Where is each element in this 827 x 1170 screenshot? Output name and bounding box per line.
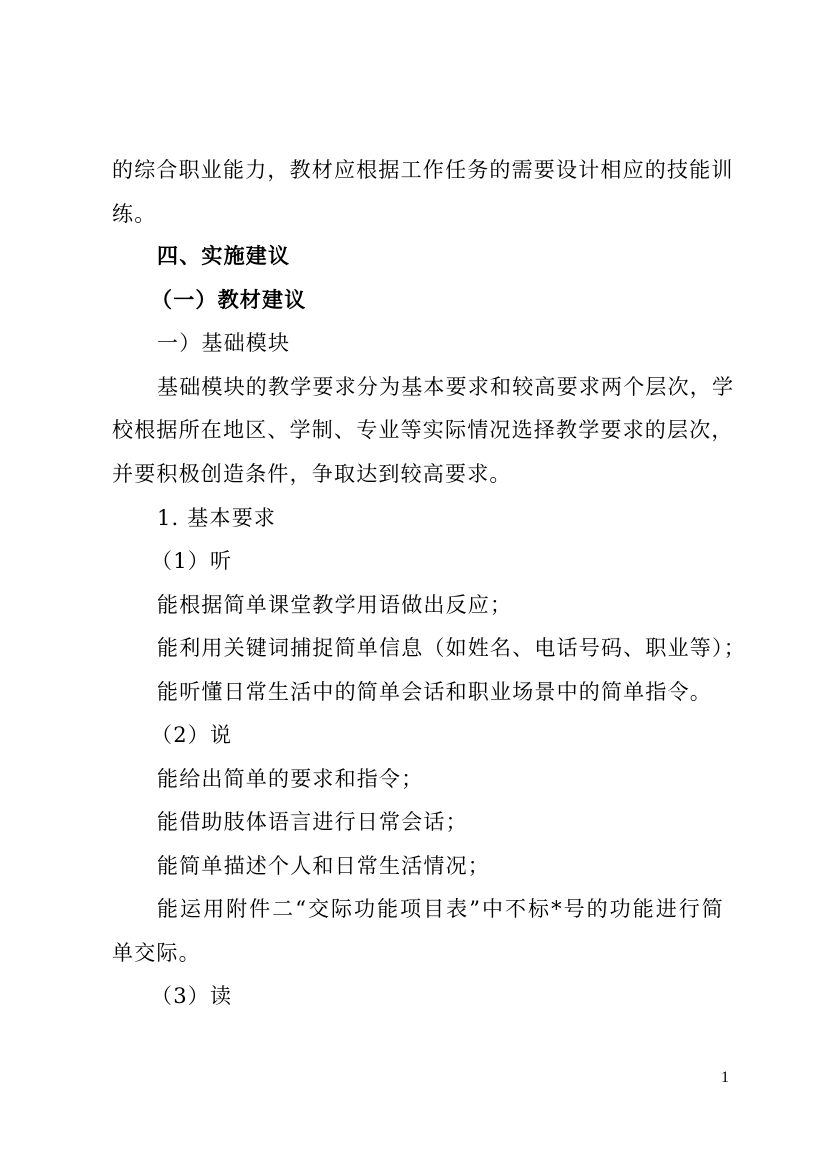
subsection-heading: （一）教材建议 bbox=[151, 287, 307, 312]
requirement-item: 单交际。 bbox=[112, 941, 201, 965]
requirement-item: 能给出简单的要求和指令； bbox=[157, 767, 424, 791]
requirement-item: 能借助肢体语言进行日常会话； bbox=[157, 810, 468, 834]
reading-heading: （3）读 bbox=[151, 984, 233, 1008]
requirement-item: 能听懂日常生活中的简单会话和职业场景中的简单指令。 bbox=[157, 680, 712, 704]
requirement-item: 能利用关键词捕捉简单信息（如姓名、电话号码、职业等）； bbox=[157, 636, 746, 660]
speaking-heading: （2）说 bbox=[151, 723, 233, 747]
requirement-item: 能简单描述个人和日常生活情况； bbox=[157, 854, 490, 878]
module-heading: 一）基础模块 bbox=[157, 331, 291, 355]
section-heading: 四、实施建议 bbox=[157, 243, 291, 268]
requirement-item: 能根据简单课堂教学用语做出反应； bbox=[157, 593, 513, 617]
listening-heading: （1）听 bbox=[151, 549, 233, 573]
paragraph-line: 的综合职业能力，教材应根据工作任务的需要设计相应的技能训 bbox=[112, 158, 734, 182]
paragraph-line: 基础模块的教学要求分为基本要求和较高要求两个层次，学 bbox=[157, 375, 735, 399]
requirement-heading: 1. 基本要求 bbox=[157, 506, 277, 530]
paragraph-line: 并要积极创造条件，争取达到较高要求。 bbox=[112, 462, 512, 486]
requirement-item: 能运用附件二“交际功能项目表”中不标*号的功能进行简 bbox=[157, 897, 724, 921]
paragraph-line: 练。 bbox=[112, 202, 157, 226]
paragraph-line: 校根据所在地区、学制、专业等实际情况选择教学要求的层次， bbox=[112, 418, 734, 442]
page-number: 1 bbox=[721, 1069, 729, 1086]
